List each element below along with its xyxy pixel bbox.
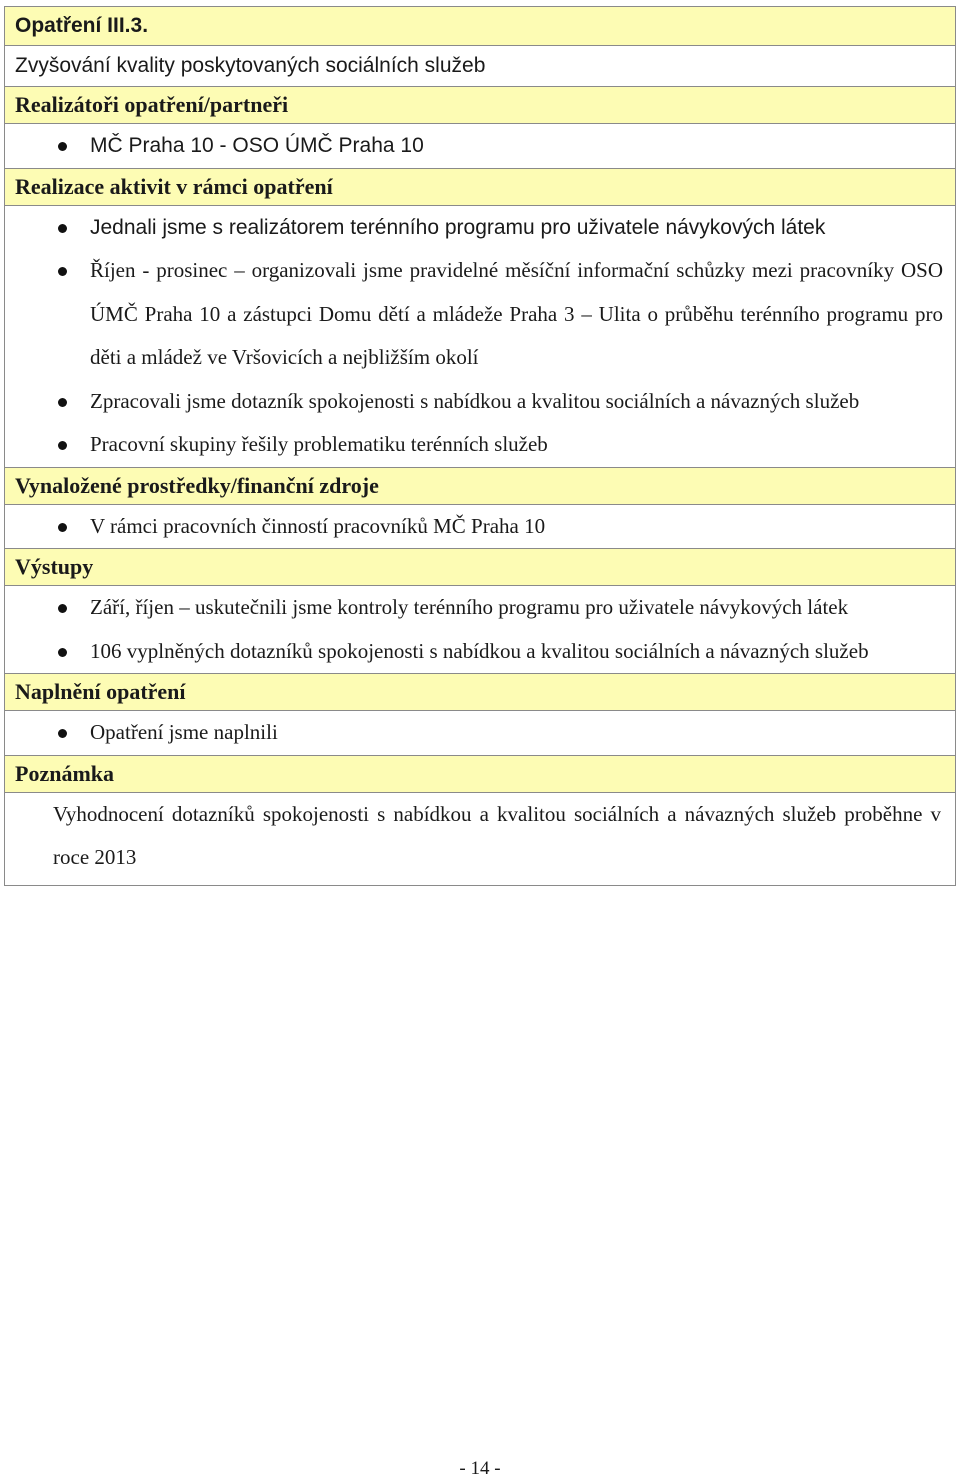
measure-title: Opatření III.3. [4, 6, 956, 46]
resources-body [4, 505, 956, 550]
outputs-body [4, 586, 956, 674]
measure-subtitle: Zvyšování kvality poskytovaných sociálních služeb [4, 46, 956, 87]
resources-heading: Vynaložené prostředky/finanční zdroje [4, 468, 956, 505]
list-item: 106 vyplněných dotazníků spokojenosti s nabídkou a kvalitou sociálních a návazných služeb [5, 630, 955, 674]
note-text: Vyhodnocení dotazníků spokojenosti s nabídkou a kvalitou sociálních a návazných služeb proběhne v roce 2013 [53, 801, 941, 869]
implementers-body [4, 124, 956, 169]
list-item: MČ Praha 10 - OSO ÚMČ Praha 10 [5, 124, 955, 168]
activities-heading: Realizace aktivit v rámci opatření [4, 169, 956, 206]
measure-table [4, 6, 956, 886]
list-item: Říjen - prosinec – organizovali jsme pravidelné měsíční informační schůzky mezi pracovníky OSO ÚMČ Praha 10 a zástupci Domu dětí a mládeže Praha 3 – Ulita o průběhu terénního programu pro děti a mládež ve Vršovicích a nejbližším okolí [5, 249, 955, 380]
bullet-icon [58, 729, 67, 738]
bullet-icon [58, 267, 67, 276]
bullet-icon [58, 604, 67, 613]
list-item: Pracovní skupiny řešily problematiku terénních služeb [5, 423, 955, 467]
outputs-heading: Výstupy [4, 549, 956, 586]
fulfillment-heading: Naplnění opatření [4, 674, 956, 711]
bullet-icon [58, 398, 67, 407]
implementers-heading: Realizátoři opatření/partneři [4, 87, 956, 124]
note-heading: Poznámka [4, 756, 956, 793]
bullet-icon [58, 142, 67, 151]
page-number: - 14 - [459, 1458, 501, 1479]
bullet-icon [58, 441, 67, 450]
fulfillment-body [4, 711, 956, 756]
bullet-icon [58, 648, 67, 657]
list-item: Opatření jsme naplnili [5, 711, 955, 755]
activities-body [4, 206, 956, 468]
list-item: Jednali jsme s realizátorem terénního programu pro uživatele návykových látek [5, 206, 955, 250]
list-item: Zpracovali jsme dotazník spokojenosti s nabídkou a kvalitou sociálních a návazných služeb [5, 380, 955, 424]
bullet-icon [58, 523, 67, 532]
bullet-icon [58, 224, 67, 233]
note-body [4, 793, 956, 886]
list-item: Září, říjen – uskutečnili jsme kontroly terénního programu pro uživatele návykových látek [5, 586, 955, 630]
list-item: V rámci pracovních činností pracovníků MČ Praha 10 [5, 505, 955, 549]
